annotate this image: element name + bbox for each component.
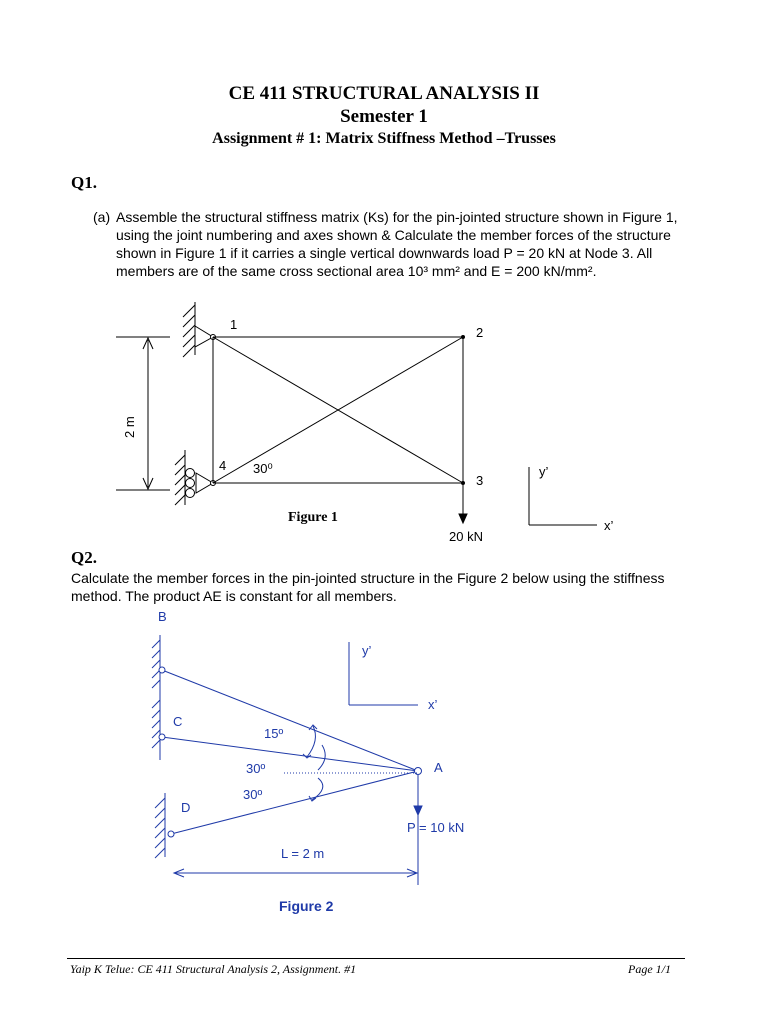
figure-2-caption: Figure 2	[279, 898, 334, 914]
fig1-load-label: 20 kN	[449, 529, 483, 544]
fig2-axis-y: y’	[362, 643, 372, 658]
fig2-angle-30-lower: 30º	[243, 787, 263, 802]
q2-label: Q2.	[71, 548, 97, 567]
fig2-node-d: D	[181, 800, 191, 815]
fig2-node-a: A	[434, 760, 443, 775]
fig2-node-b: B	[158, 609, 167, 624]
q2-text: Calculate the member forces in the pin-jointed structure in the Figure 2 below using the stiffness method. The product AE is constant for all members.	[71, 570, 665, 604]
q1-part-label: (a)	[93, 209, 111, 225]
fig1-node-2: 2	[476, 325, 484, 340]
fig2-angle-15: 15º	[264, 726, 284, 741]
fig1-angle-label: 30⁰	[253, 461, 273, 476]
fig1-node-3: 3	[476, 473, 484, 488]
fig1-axis-x: x’	[604, 518, 614, 533]
figure-1-caption: Figure 1	[288, 510, 338, 525]
fig2-length-label: L = 2 m	[281, 846, 325, 861]
fig1-axis-y: y’	[539, 464, 549, 479]
fig2-angle-30-upper: 30º	[246, 761, 266, 776]
fig1-node-4: 4	[219, 458, 227, 473]
footer-author: Yaip K Telue: CE 411 Structural Analysis 2, Assignment. #1	[70, 962, 357, 976]
q1-label: Q1.	[71, 173, 97, 192]
assignment-title: Assignment # 1: Matrix Stiffness Method –Trusses	[212, 130, 556, 147]
fig2-load-label: P = 10 kN	[407, 820, 465, 835]
fig1-dim-label: 2 m	[122, 416, 137, 438]
fig2-node-c: C	[173, 714, 183, 729]
fig2-axis-x: x’	[428, 697, 438, 712]
footer-divider	[67, 958, 685, 959]
footer-page-number: Page 1/1	[628, 962, 671, 976]
semester-title: Semester 1	[340, 106, 428, 127]
fig1-node-1: 1	[230, 317, 238, 332]
q1-text: Assemble the structural stiffness matrix (Ks) for the pin-jointed structure shown in Figure 1, using the joint numbering and axes shown & Calculate the member forces of the structure shown in Figure 1 if it carries a single vertical downwards load P = 20 kN at Node 3. All members are of the same cross sectional area 10³ mm² and E = 200 kN/mm².	[116, 209, 678, 279]
course-title: CE 411 STRUCTURAL ANALYSIS II	[228, 83, 540, 104]
